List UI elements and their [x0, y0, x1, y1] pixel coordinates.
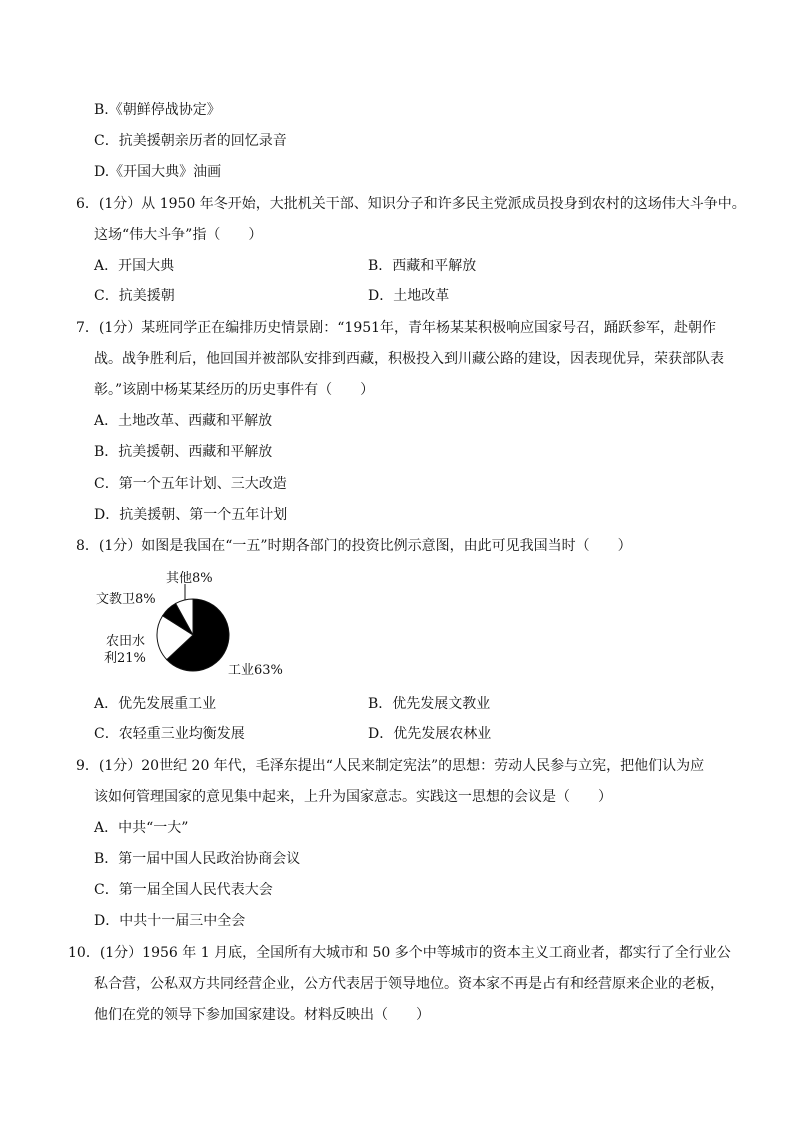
label-industry: 工业63%	[228, 663, 283, 678]
label-culture: 文教卫8%	[96, 592, 156, 607]
investment-pie-chart	[96, 560, 296, 680]
q10-stem-line1: 10．(1分）1956 年 1 月底，全国所有大城市和 50 多个中等城市的资本主义工商业者，都实行了全行业公	[68, 945, 731, 961]
q7-stem-line3: 彰。”该剧中杨某某经历的历史事件有（ ）	[94, 382, 375, 398]
q6-option-b: B．西藏和平解放	[368, 258, 477, 274]
q8-stem: 8．(1分）如图是我国在“一五”时期各部门的投资比例示意图，由此可见我国当时（ ）	[76, 538, 632, 554]
q9-stem-line2: 该如何管理国家的意见集中起来，上升为国家意志。实践这一思想的会议是（ ）	[94, 789, 612, 805]
label-farm-line1: 农田水	[106, 634, 146, 649]
q9-option-a: A．中共“一大”	[94, 820, 189, 836]
q9-option-c: C．第一届全国人民代表大会	[94, 882, 273, 898]
q7-option-c: C．第一个五年计划、三大改造	[94, 476, 287, 492]
q10-stem-line2: 私合营，公私双方共同经营企业，公方代表居于领导地位。资本家不再是占有和经营原来企业的老板，	[94, 976, 724, 992]
q7-stem-line1: 7．(1分）某班同学正在编排历史情景剧：“1951年，青年杨某某积极响应国家号召，踊跃参军，赴朝作	[76, 320, 717, 336]
q9-option-d: D．中共十一届三中全会	[94, 913, 246, 929]
q5-option-c: C．抗美援朝亲历者的回忆录音	[94, 133, 287, 149]
q6-stem-line1: 6．(1分）从 1950 年冬开始，大批机关干部、知识分子和许多民主党派成员投身到农村的这场伟大斗争中。	[76, 196, 746, 212]
q8-option-d: D．优先发展农林业	[368, 726, 492, 742]
q8-option-c: C．农轻重三业均衡发展	[94, 726, 245, 742]
q6-option-d: D．土地改革	[368, 288, 450, 304]
q7-option-a: A．土地改革、西藏和平解放	[94, 413, 273, 429]
q10-stem-line3: 他们在党的领导下参加国家建设。材料反映出（ ）	[94, 1007, 430, 1023]
q7-option-b: B．抗美援朝、西藏和平解放	[94, 444, 273, 460]
q7-stem-line2: 战。战争胜利后，他回国并被部队安排到西藏，积极投入到川藏公路的建设，因表现优异，荣获部队表	[94, 351, 724, 367]
q5-option-d: D.《开国大典》油画	[94, 164, 222, 180]
q6-option-a: A．开国大典	[94, 258, 175, 274]
q7-option-d: D．抗美援朝、第一个五年计划	[94, 507, 288, 523]
q8-option-b: B．优先发展文教业	[368, 696, 491, 712]
label-farm-line2: 利21%	[104, 651, 146, 666]
label-other: 其他8%	[166, 571, 213, 586]
q9-option-b: B．第一届中国人民政治协商会议	[94, 851, 301, 867]
q5-option-b: B.《朝鲜停战协定》	[94, 102, 221, 118]
pie-slices	[157, 599, 229, 671]
q8-option-a: A．优先发展重工业	[94, 696, 217, 712]
q6-stem-line2: 这场“伟大斗争”指（ ）	[94, 227, 263, 243]
q9-stem-line1: 9．(1分）20世纪 20 年代，毛泽东提出“人民来制定宪法”的思想：劳动人民参与立宪，把他们认为应	[76, 758, 705, 774]
q6-option-c: C．抗美援朝	[94, 288, 175, 304]
